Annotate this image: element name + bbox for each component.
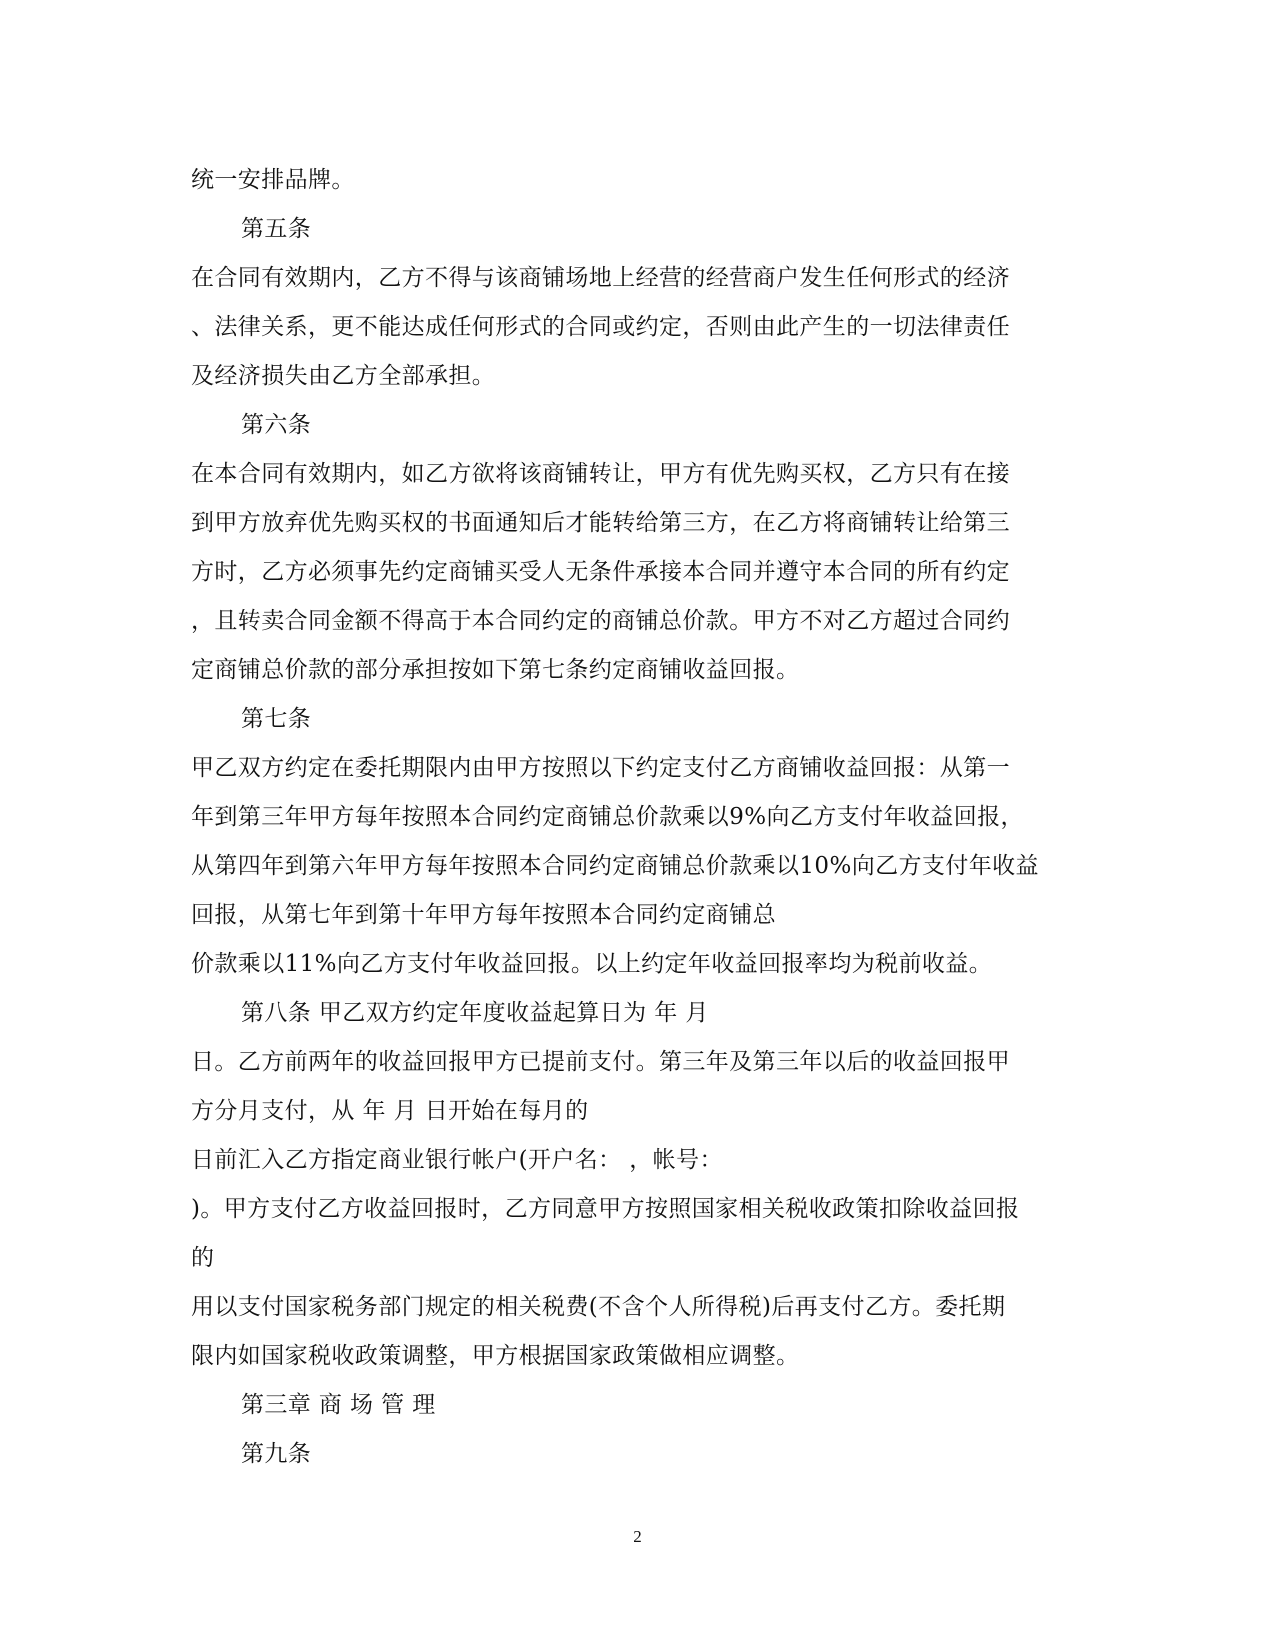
text-line: 的 bbox=[191, 1245, 215, 1271]
text-line: 方时，乙方必须事先约定商铺买受人无条件承接本合同并遵守本合同的所有约定 bbox=[191, 559, 1010, 585]
text-line: 在本合同有效期内，如乙方欲将该商铺转让，甲方有优先购买权，乙方只有在接 bbox=[191, 461, 1010, 487]
text-line: 用以支付国家税务部门规定的相关税费(不含个人所得税)后再支付乙方。委托期 bbox=[191, 1294, 1006, 1320]
text-line: 统一安排品牌。 bbox=[191, 167, 355, 193]
article-heading: 第六条 bbox=[241, 412, 312, 438]
text-line: 在合同有效期内，乙方不得与该商铺场地上经营的经营商户发生任何形式的经济 bbox=[191, 265, 1010, 291]
text-line: )。甲方支付乙方收益回报时，乙方同意甲方按照国家相关税收政策扣除收益回报 bbox=[191, 1196, 1020, 1222]
text-line: 定商铺总价款的部分承担按如下第七条约定商铺收益回报。 bbox=[191, 657, 800, 683]
text-line: 年到第三年甲方每年按照本合同约定商铺总价款乘以9%向乙方支付年收益回报， bbox=[191, 804, 1024, 830]
text-line: 方分月支付，从 年 月 日开始在每月的 bbox=[191, 1098, 589, 1124]
article-heading: 第七条 bbox=[241, 706, 312, 732]
article-heading: 第九条 bbox=[241, 1441, 312, 1467]
text-line: 甲乙双方约定在委托期限内由甲方按照以下约定支付乙方商铺收益回报：从第一 bbox=[191, 755, 1010, 781]
page-number: 2 bbox=[633, 1527, 642, 1546]
text-line: 价款乘以11%向乙方支付年收益回报。以上约定年收益回报率均为税前收益。 bbox=[191, 951, 993, 977]
text-line: ，且转卖合同金额不得高于本合同约定的商铺总价款。甲方不对乙方超过合同约 bbox=[191, 608, 1010, 634]
document-body bbox=[191, 156, 1086, 1479]
chapter-heading: 第三章 商 场 管 理 bbox=[241, 1392, 436, 1418]
text-line: 限内如国家税收政策调整，甲方根据国家政策做相应调整。 bbox=[191, 1343, 800, 1369]
text-line: 日。乙方前两年的收益回报甲方已提前支付。第三年及第三年以后的收益回报甲 bbox=[191, 1049, 1010, 1075]
text-line: 日前汇入乙方指定商业银行帐户(开户名： ，帐号： bbox=[191, 1147, 723, 1173]
text-line: 、法律关系，更不能达成任何形式的合同或约定，否则由此产生的一切法律责任 bbox=[191, 314, 1010, 340]
article-heading: 第五条 bbox=[241, 216, 312, 242]
text-line: 回报，从第七年到第十年甲方每年按照本合同约定商铺总 bbox=[191, 902, 776, 928]
text-line: 及经济损失由乙方全部承担。 bbox=[191, 363, 496, 389]
text-line: 到甲方放弃优先购买权的书面通知后才能转给第三方，在乙方将商铺转让给第三 bbox=[191, 510, 1010, 536]
article-heading: 第八条 甲乙双方约定年度收益起算日为 年 月 bbox=[241, 1000, 709, 1026]
text-line: 从第四年到第六年甲方每年按照本合同约定商铺总价款乘以10%向乙方支付年收益 bbox=[191, 853, 1039, 879]
